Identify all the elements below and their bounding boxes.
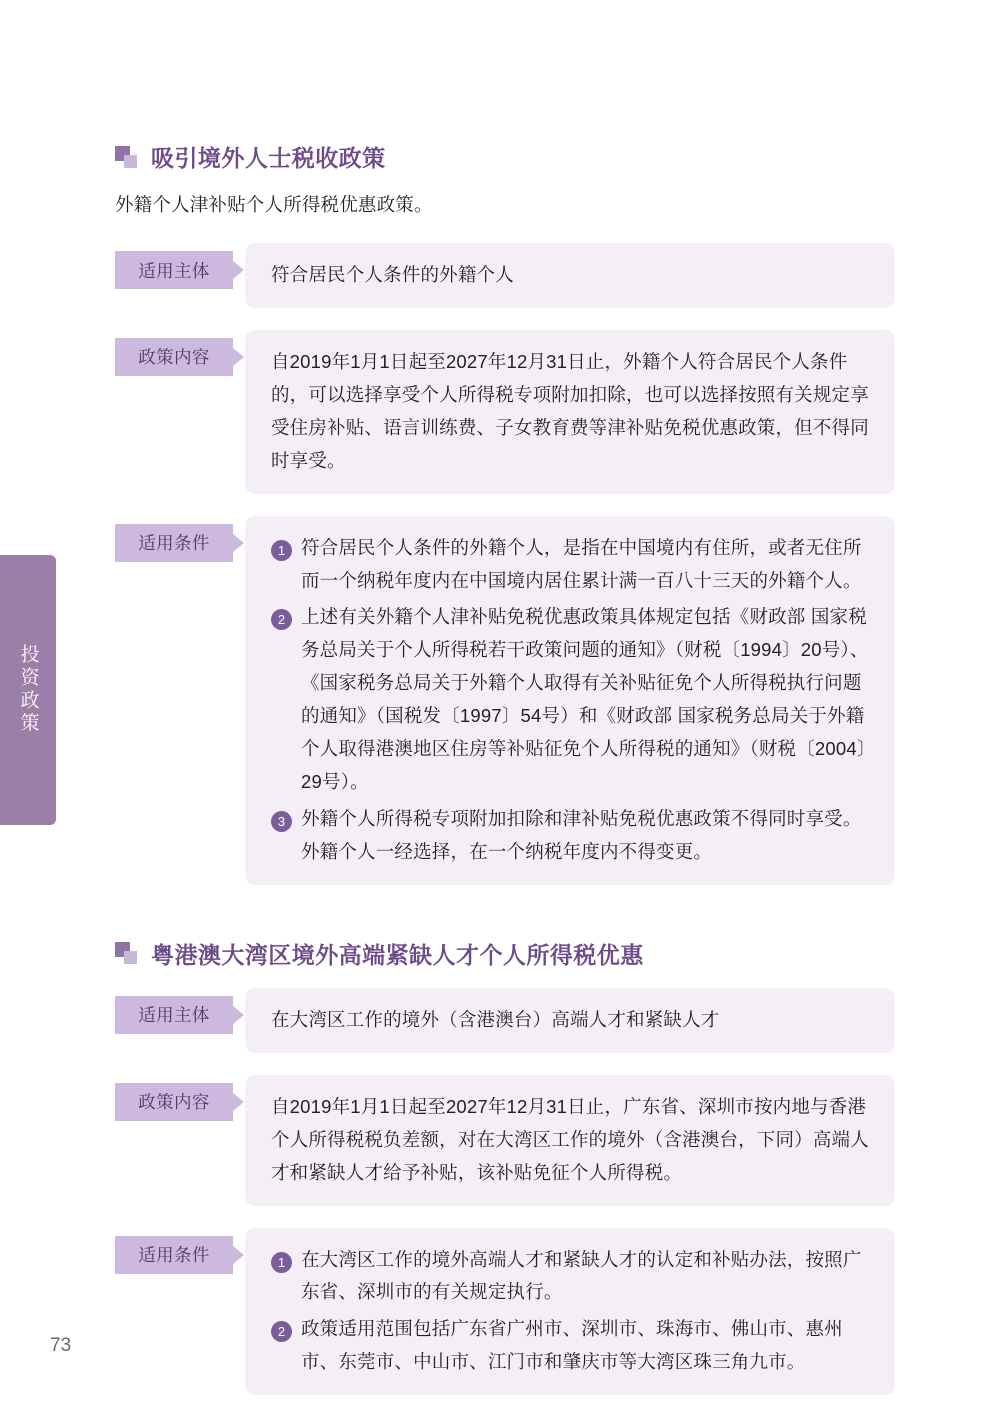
body-text: 在大湾区工作的境外（含港澳台）高端人才和紧缺人才 (271, 1008, 720, 1030)
section-2-row-content (115, 1075, 895, 1206)
section-1-row-subject (115, 243, 895, 308)
body-applicable-conditions (245, 1228, 895, 1396)
square-marker-icon (115, 146, 137, 168)
body-applicable-subject (245, 243, 895, 308)
section-2-title: 粤港澳大湾区境外高端紧缺人才个人所得税优惠 (151, 941, 644, 968)
number-badge-1: 1 (271, 540, 292, 561)
section-1-heading (115, 140, 895, 173)
list-item (271, 1244, 871, 1310)
page-number: 73 (50, 1335, 72, 1356)
list-item (271, 532, 871, 598)
section-2-heading (115, 937, 895, 970)
conditions-list (271, 1244, 871, 1380)
section-2-row-conditions (115, 1228, 895, 1396)
list-item (271, 803, 871, 869)
side-tab-chapter (0, 555, 56, 825)
section-2 (115, 937, 895, 1395)
list-item-text: 外籍个人所得税专项附加扣除和津补贴免税优惠政策不得同时享受。外籍个人一经选择，在一个纳税年度内不得变更。 (301, 807, 862, 862)
page-content (115, 140, 895, 1417)
body-policy-content (245, 330, 895, 494)
conditions-list (271, 532, 871, 869)
body-text: 符合居民个人条件的外籍个人 (271, 264, 514, 285)
section-1-title: 吸引境外人士税收政策 (151, 145, 386, 171)
section-1-row-content (115, 330, 895, 494)
section-1 (115, 140, 895, 885)
label-policy-content: 政策内容 (115, 1083, 233, 1121)
list-item-text: 政策适用范围包括广东省广州市、深圳市、珠海市、佛山市、惠州市、东莞市、中山市、江门市和肇庆市等大湾区珠三角九市。 (301, 1318, 843, 1373)
list-item (271, 1313, 871, 1379)
list-item-text: 符合居民个人条件的外籍个人，是指在中国境内有住所，或者无住所而一个纳税年度内在中国境内居住累计满一百八十三天的外籍个人。 (301, 536, 862, 591)
label-policy-content: 政策内容 (115, 338, 233, 376)
number-badge-3: 3 (271, 811, 292, 832)
number-badge-1: 1 (271, 1252, 292, 1273)
body-policy-content (245, 1075, 895, 1206)
body-applicable-conditions (245, 516, 895, 885)
list-item-text: 在大湾区工作的境外高端人才和紧缺人才的认定和补贴办法，按照广东省、深圳市的有关规定执行。 (301, 1248, 862, 1303)
square-marker-icon (115, 942, 137, 964)
section-1-intro: 外籍个人津补贴个人所得税优惠政策。 (115, 194, 433, 215)
label-applicable-subject: 适用主体 (115, 251, 233, 289)
body-text: 自2019年1月1日起至2027年12月31日止，外籍个人符合居民个人条件的，可以选择享受个人所得税专项附加扣除，也可以选择按照有关规定享受住房补贴、语言训练费、子女教育费等津补贴免税优惠政策，但不得同时享受。 (271, 350, 869, 471)
body-applicable-subject (245, 988, 895, 1053)
side-tab-label: 投资政策 (17, 644, 39, 736)
label-applicable-subject: 适用主体 (115, 996, 233, 1034)
body-text: 自2019年1月1日起至2027年12月31日止，广东省、深圳市按内地与香港个人所得税税负差额，对在大湾区工作的境外（含港澳台，下同）高端人才和紧缺人才给予补贴，该补贴免征个人所得税。 (271, 1095, 869, 1183)
section-2-row-subject (115, 988, 895, 1053)
label-applicable-conditions: 适用条件 (115, 1236, 233, 1274)
list-item (271, 601, 871, 799)
number-badge-2: 2 (271, 1321, 292, 1342)
section-1-row-conditions (115, 516, 895, 885)
list-item-text: 上述有关外籍个人津补贴免税优惠政策具体规定包括《财政部 国家税务总局关于个人所得税若干政策问题的通知》（财税〔1994〕20号）、《国家税务总局关于外籍个人取得有关补贴征免个人所得税执行问题的通知》（国税发〔1997〕54号）和《财政部 国家税务总局关于外籍个人取得港澳地区住房等补贴征免个人所得税的通知》（财税〔2004〕29号）。 (301, 606, 869, 793)
number-badge-2: 2 (271, 609, 292, 630)
label-applicable-conditions: 适用条件 (115, 524, 233, 562)
